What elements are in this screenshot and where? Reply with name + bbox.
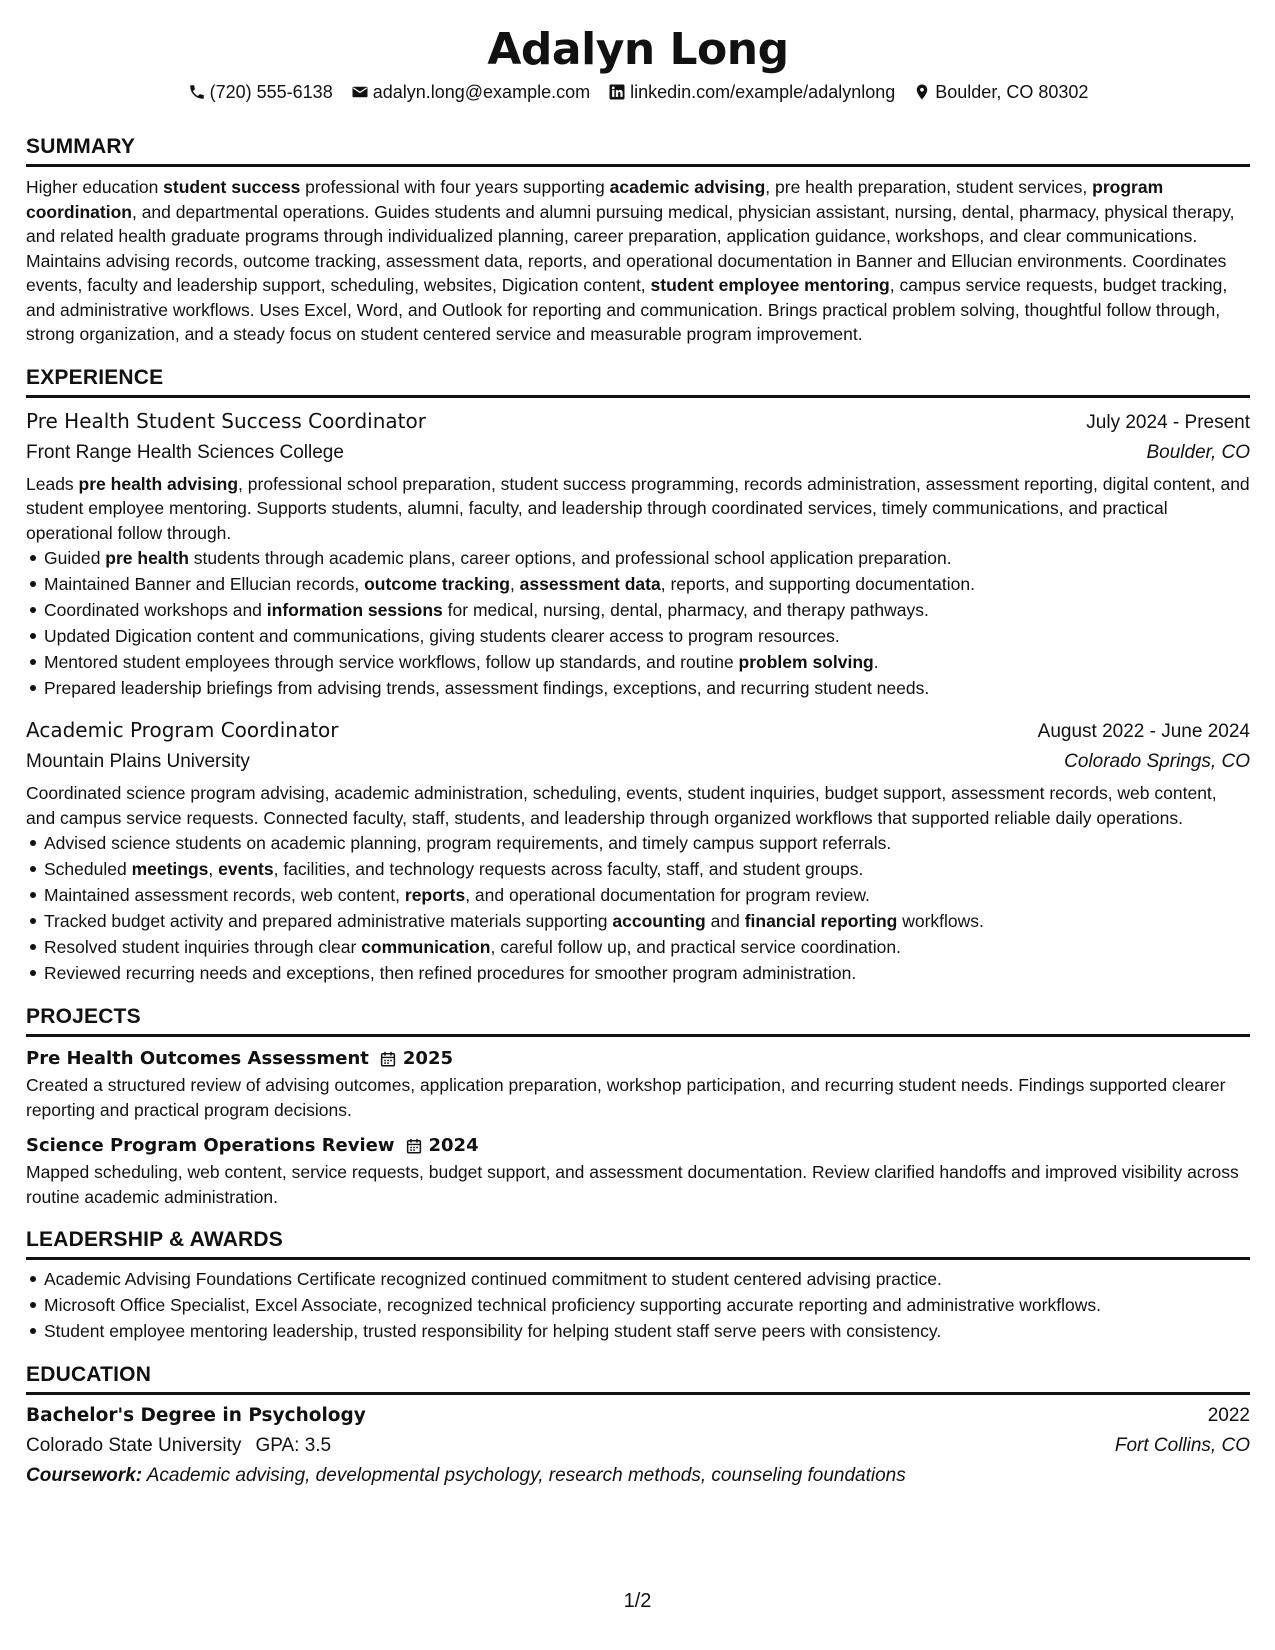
- text-run: , pre health preparation, student services,: [765, 177, 1093, 197]
- job-dates: August 2022 - June 2024: [1037, 721, 1250, 742]
- bold-keyword: reports: [404, 885, 466, 905]
- text-run: Scheduled: [44, 859, 132, 879]
- phone-icon: [188, 83, 206, 101]
- coursework-list: Academic advising, developmental psychology, research methods, counseling foundations: [146, 1465, 906, 1486]
- school-name: Colorado State University: [26, 1435, 242, 1456]
- project-year: 2025: [402, 1048, 454, 1069]
- project-date: [405, 1132, 479, 1160]
- candidate-name: Adalyn Long: [487, 24, 789, 75]
- bold-keyword: outcome tracking: [364, 574, 510, 594]
- bullet-item: [26, 960, 1250, 986]
- summary-section: [26, 134, 1250, 347]
- projects-section: [26, 1004, 1250, 1209]
- page-number: 1/2: [623, 1590, 652, 1612]
- text-run: professional with four years supporting: [300, 177, 610, 197]
- project-entry: [26, 1132, 1250, 1209]
- text-run: , professional school preparation, student success programming, records administration, assessment reporting, digital content, and student employee mentoring. Supports students, alumni, faculty, and leadership through coordinated services, timely communications, and practical operational follow through.: [26, 473, 1250, 543]
- project-entry: [26, 1045, 1250, 1122]
- text-run: students through academic plans, career options, and professional school application preparation.: [188, 548, 952, 568]
- education-section: [26, 1362, 1250, 1491]
- contact-linkedin-text: linkedin.com/example/adalynlong: [630, 82, 896, 102]
- resume-content: [26, 22, 1250, 1491]
- degree-title: Bachelor's Degree in Psychology: [26, 1405, 366, 1426]
- text-run: for medical, nursing, dental, pharmacy, and therapy pathways.: [442, 600, 929, 620]
- text-run: Resolved student inquiries through clear: [44, 937, 362, 957]
- job-title: Pre Health Student Success Coordinator: [26, 408, 426, 433]
- section-heading-projects: PROJECTS: [26, 1004, 1250, 1037]
- text-run: Prepared leadership briefings from advising trends, assessment findings, exceptions, and recurring student needs.: [44, 678, 930, 698]
- bullet-item: [26, 882, 1250, 908]
- bullet-item: [26, 830, 1250, 856]
- section-heading-experience: EXPERIENCE: [26, 365, 1250, 398]
- text-run: , and departmental operations. Guides students and alumni pursuing medical, physician assistant, nursing, dental, pharmacy, physical therapy, and related health graduate programs through individualized planning, career preparation, application guidance, workshops, and clear communications. Maintains advising records, outcome tracking, assessment data, reports, and operational documentation in Banner and Ellucian environments. Coordinates events, faculty and leadership support, scheduling, websites, Digication content,: [26, 201, 1235, 295]
- school-location: Fort Collins, CO: [1114, 1435, 1250, 1456]
- leadership-section: [26, 1227, 1250, 1344]
- text-run: , campus service requests, budget tracking, and administrative workflows. Uses Excel, Word, and Outlook for reporting and communication. Brings practical problem solving, thoughtful follow through, strong organization, and a steady focus on student centered service and measurable program improvement.: [26, 275, 1228, 344]
- text-run: Leads: [26, 473, 79, 494]
- coursework: [26, 1461, 1250, 1491]
- bold-keyword: academic advising: [609, 177, 766, 197]
- text-run: Reviewed recurring needs and exceptions, then refined procedures for smoother program administration.: [44, 963, 857, 983]
- text-run: Advised science students on academic planning, program requirements, and timely campus support referrals.: [44, 833, 892, 853]
- job-organization: Front Range Health Sciences College: [26, 441, 344, 463]
- map-pin-icon: [913, 83, 931, 101]
- text-run: and: [705, 911, 745, 931]
- contact-phone: [188, 80, 333, 104]
- envelope-icon: [351, 83, 369, 101]
- job-bullets: [26, 830, 1250, 986]
- calendar-icon: [379, 1050, 397, 1068]
- section-heading-summary: SUMMARY: [26, 134, 1250, 167]
- linkedin-icon: [608, 83, 626, 101]
- calendar-icon: [405, 1137, 423, 1155]
- project-name: Pre Health Outcomes Assessment: [26, 1048, 369, 1069]
- bullet-item: [26, 571, 1250, 597]
- list-item: Student employee mentoring leadership, trusted responsibility for helping student staff serve peers with consistency.: [26, 1318, 1250, 1344]
- gpa: GPA: 3.5: [255, 1435, 332, 1456]
- bold-keyword: communication: [361, 937, 491, 957]
- bold-keyword: program coordination: [26, 177, 1164, 222]
- text-run: Tracked budget activity and prepared administrative materials supporting: [44, 911, 613, 931]
- job-summary: [26, 781, 1250, 830]
- text-run: ,: [509, 574, 520, 594]
- text-run: , and operational documentation for program review.: [465, 885, 870, 905]
- bold-keyword: pre health: [105, 548, 189, 568]
- experience-section: [26, 365, 1250, 987]
- bullet-item: [26, 856, 1250, 882]
- job-summary: [26, 472, 1250, 546]
- project-description: Created a structured review of advising outcomes, application preparation, workshop participation, and recurring student needs. Findings supported clearer reporting and practical program decisions.: [26, 1075, 1226, 1120]
- coursework-label: Coursework:: [26, 1465, 143, 1486]
- bold-keyword: assessment data: [519, 574, 661, 594]
- text-run: , facilities, and technology requests across faculty, staff, and student groups.: [273, 859, 864, 879]
- bold-keyword: information sessions: [266, 600, 443, 620]
- bold-keyword: problem solving: [738, 652, 874, 672]
- bold-keyword: accounting: [612, 911, 706, 931]
- job-location: Colorado Springs, CO: [1064, 751, 1250, 772]
- text-run: Coordinated workshops and: [44, 600, 267, 620]
- text-run: Maintained assessment records, web content,: [44, 885, 405, 905]
- contact-email[interactable]: [351, 80, 590, 104]
- project-description: Mapped scheduling, web content, service requests, budget support, and assessment documentation. Review clarified handoffs and improved visibility across routine academic administration.: [26, 1162, 1239, 1207]
- text-run: .: [873, 652, 879, 672]
- text-run: Guided: [44, 548, 106, 568]
- text-run: workflows.: [897, 911, 984, 931]
- text-run: ,: [208, 859, 219, 879]
- job-title: Academic Program Coordinator: [26, 718, 339, 742]
- bold-keyword: financial reporting: [744, 911, 898, 931]
- school-info: [26, 1431, 331, 1461]
- graduation-year: 2022: [1207, 1405, 1250, 1426]
- text-run: Maintained Banner and Ellucian records,: [44, 574, 365, 594]
- bold-keyword: events: [218, 859, 274, 879]
- job-bullets: [26, 545, 1250, 701]
- contact-email-text: adalyn.long@example.com: [372, 82, 591, 102]
- contact-linkedin[interactable]: [608, 80, 895, 104]
- project-year: 2024: [428, 1135, 479, 1156]
- contact-phone-text: (720) 555-6138: [209, 82, 333, 102]
- project-name: Science Program Operations Review: [26, 1135, 395, 1156]
- bullet-item: [26, 545, 1250, 571]
- bold-keyword: pre health advising: [78, 473, 239, 494]
- job-entry: [26, 715, 1250, 986]
- job-dates: July 2024 - Present: [1086, 411, 1250, 433]
- job-entry: [26, 406, 1250, 702]
- bullet-item: [26, 675, 1250, 701]
- leadership-bullets: [26, 1266, 1250, 1344]
- bullet-item: [26, 649, 1250, 675]
- text-run: Updated Digication content and communications, giving students clearer access to program resources.: [44, 626, 840, 646]
- job-organization: Mountain Plains University: [26, 751, 250, 772]
- bullet-item: [26, 934, 1250, 960]
- list-item: Microsoft Office Specialist, Excel Associate, recognized technical proficiency supporting accurate reporting and administrative workflows.: [26, 1292, 1250, 1318]
- text-run: , careful follow up, and practical service coordination.: [490, 937, 901, 957]
- text-run: Higher education: [26, 177, 164, 197]
- contact-location: [913, 80, 1088, 104]
- bold-keyword: student employee mentoring: [650, 275, 890, 295]
- bullet-item: [26, 623, 1250, 649]
- text-run: , reports, and supporting documentation.: [660, 574, 975, 594]
- text-run: Coordinated science program advising, academic administration, scheduling, events, student inquiries, budget support, assessment records, web content, and campus service requests. Connected faculty, staff, students, and leadership through organized workflows that supported reliable daily operations.: [26, 783, 1217, 828]
- bold-keyword: meetings: [131, 859, 209, 879]
- contact-location-text: Boulder, CO 80302: [935, 82, 1089, 102]
- section-heading-education: EDUCATION: [26, 1362, 1250, 1395]
- list-item: Academic Advising Foundations Certificate recognized continued commitment to student centered advising practice.: [26, 1266, 1250, 1292]
- summary-text: [26, 175, 1250, 347]
- project-date: [379, 1045, 453, 1073]
- job-location: Boulder, CO: [1146, 441, 1250, 463]
- bullet-item: [26, 597, 1250, 623]
- contact-bar: [26, 80, 1250, 104]
- bullet-item: [26, 908, 1250, 934]
- section-heading-leadership: LEADERSHIP & AWARDS: [26, 1227, 1250, 1260]
- bold-keyword: student success: [163, 177, 301, 197]
- text-run: Mentored student employees through service workflows, follow up standards, and routine: [44, 652, 739, 672]
